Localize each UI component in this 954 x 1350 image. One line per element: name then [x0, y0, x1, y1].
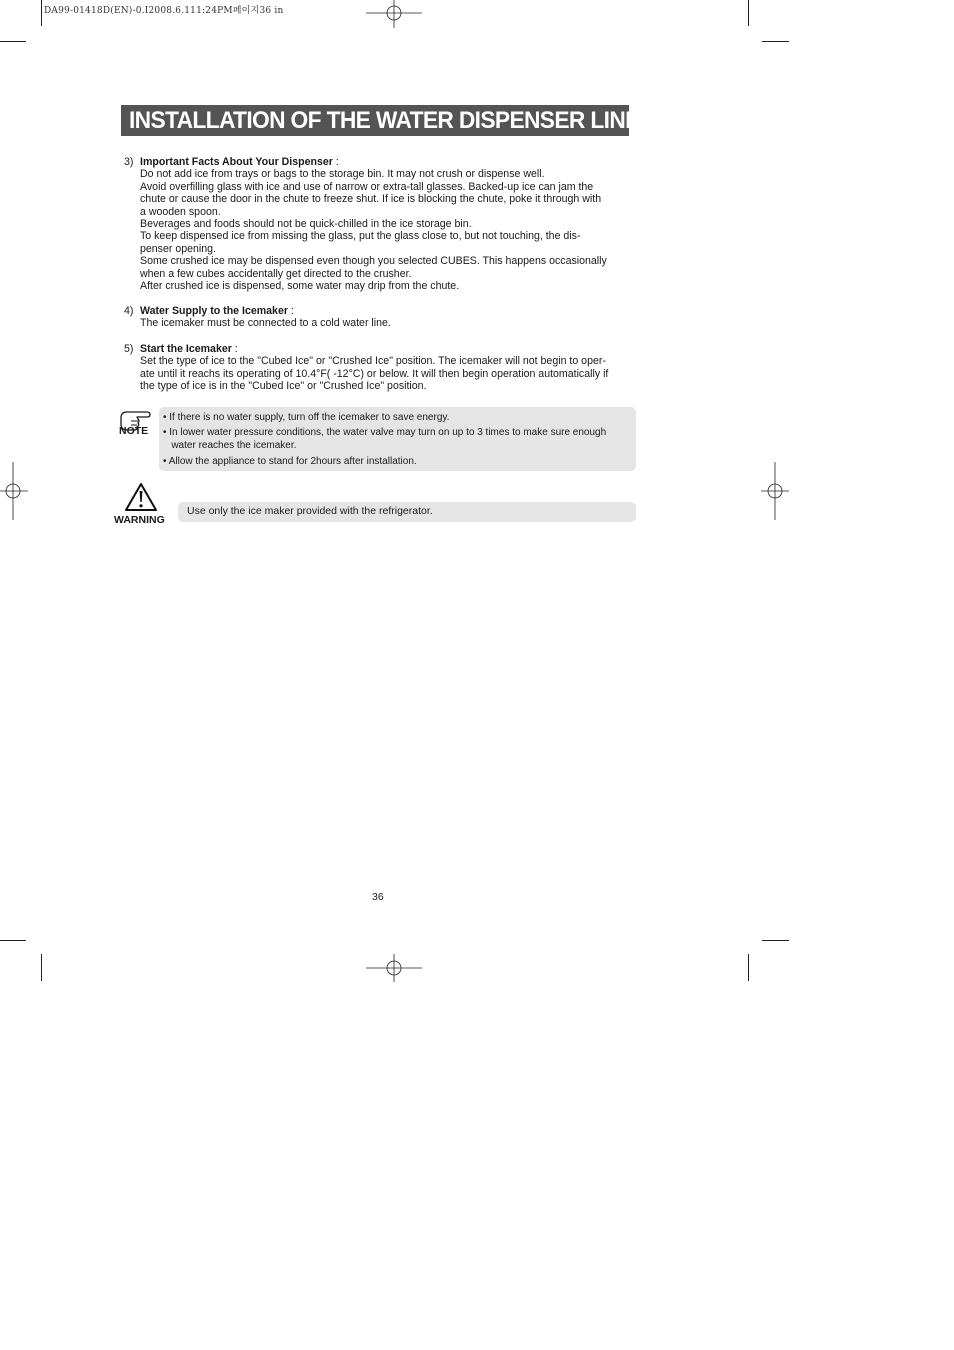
warning-box — [178, 502, 636, 522]
section-number: 4) — [124, 305, 134, 317]
note-item: • In lower water pressure conditions, the water valve may turn on up to 3 times to make sure enough — [163, 427, 607, 438]
section-colon: : — [231, 343, 238, 355]
note-item: • If there is no water supply, turn off the icemaker to save energy. — [163, 412, 450, 423]
body-line: penser opening. — [140, 242, 216, 255]
registration-mark-bottom — [366, 954, 422, 982]
body-line: After crushed ice is dispensed, some water may drip from the chute. — [140, 280, 460, 293]
body-line: To keep dispensed ice from missing the glass, put the glass close to, but not touching, the dis- — [140, 230, 581, 243]
section-heading — [140, 343, 632, 355]
print-job-header: DA99-01418D(EN)-0.I2008.6.111:24PM페이지36 in — [44, 6, 284, 16]
crop-mark — [0, 41, 26, 42]
section-body — [140, 156, 632, 292]
body-line: Beverages and foods should not be quick-chilled in the ice storage bin. — [140, 218, 472, 231]
body-line: The icemaker must be connected to a cold water line. — [140, 317, 391, 330]
crop-mark — [748, 954, 749, 981]
crop-mark — [748, 0, 749, 26]
page-number: 36 — [372, 891, 384, 903]
crop-mark — [41, 954, 42, 981]
section-number: 5) — [124, 343, 134, 355]
section-title: Water Supply to the Icemaker — [140, 305, 288, 317]
body-line: when a few cubes accidentally get directed to the crusher. — [140, 267, 412, 280]
body-line: Set the type of ice to the "Cubed Ice" or "Crushed Ice" position. The icemaker will not begin to oper- — [140, 355, 606, 368]
body-line: ate until it reachs its operating of 10.4°F( -12°C) or below. It will then begin operation automatically if — [140, 367, 609, 380]
registration-mark-right — [761, 462, 789, 520]
section-heading — [140, 305, 632, 317]
section-dispenser-facts — [124, 156, 634, 292]
warning-text: Use only the ice maker provided with the refrigerator. — [187, 505, 433, 517]
registration-mark-left — [0, 462, 28, 520]
section-body — [140, 305, 632, 330]
body-line: Some crushed ice may be dispensed even though you selected CUBES. This happens occasionally — [140, 255, 607, 268]
crop-mark — [762, 940, 789, 941]
section-body — [140, 343, 632, 393]
note-label: NOTE — [119, 425, 149, 437]
section-title: Start the Icemaker — [140, 343, 232, 355]
section-number: 3) — [124, 156, 134, 168]
body-line: a wooden spoon. — [140, 205, 221, 218]
registration-mark-top — [366, 0, 422, 28]
note-item: water reaches the icemaker. — [163, 440, 297, 451]
note-box — [159, 407, 636, 471]
crop-mark — [0, 940, 26, 941]
section-colon: : — [332, 156, 339, 168]
section-heading — [140, 156, 632, 168]
page-title: INSTALLATION OF THE WATER DISPENSER LINE — [129, 107, 640, 134]
body-line: chute or cause the door in the chute to freeze shut. If ice is blocking the chute, poke it through with — [140, 193, 602, 206]
section-title: Important Facts About Your Dispenser — [140, 156, 333, 168]
section-water-supply — [124, 305, 634, 331]
warning-label: WARNING — [114, 514, 165, 526]
warning-triangle-icon — [124, 482, 158, 512]
body-line: the type of ice is in the "Cubed Ice" or "Crushed Ice" position. — [140, 380, 427, 393]
body-line: Avoid overfilling glass with ice and use of narrow or extra-tall glasses. Backed-up ice can jam the — [140, 180, 594, 193]
section-colon: : — [287, 305, 294, 317]
note-item: • Allow the appliance to stand for 2hours after installation. — [163, 456, 417, 467]
section-start-icemaker — [124, 343, 634, 395]
body-line: Do not add ice from trays or bags to the storage bin. It may not crush or dispense well. — [140, 168, 545, 181]
page-title-bar — [121, 105, 640, 136]
crop-mark — [762, 41, 789, 42]
crop-mark — [41, 0, 42, 26]
